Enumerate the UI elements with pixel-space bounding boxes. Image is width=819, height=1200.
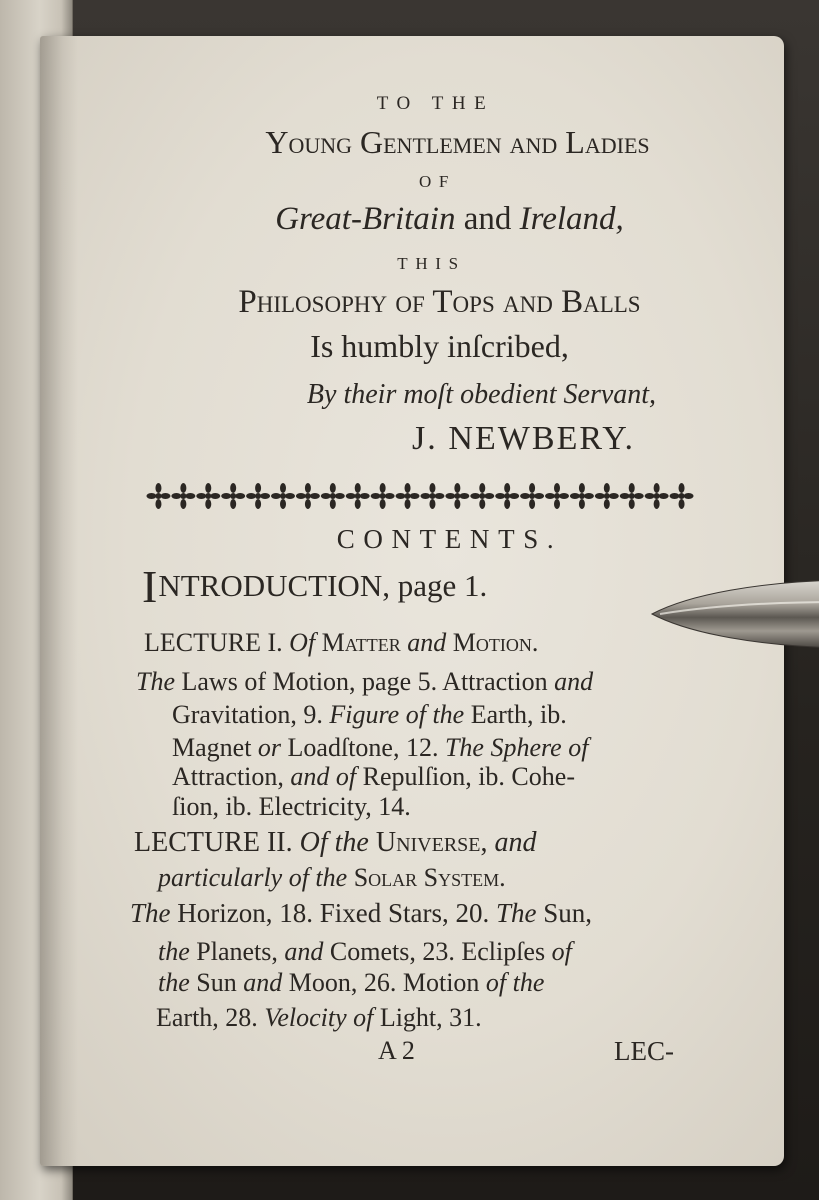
dedication-this: THIS [397, 254, 466, 273]
fleuron-icon [570, 483, 594, 509]
toc-text-span: Sun, [543, 898, 593, 928]
toc-text-span: Gravitation, 9. [172, 700, 330, 729]
toc-text-span: The Sphere of [444, 733, 589, 762]
toc-text-span: Loadſtone, 12. [287, 733, 445, 762]
fleuron-ornament-row [146, 478, 694, 514]
toc-line [172, 792, 411, 822]
toc-text-span: The [136, 667, 182, 696]
dedication-philosophy: Philosophy of Tops and Balls [238, 284, 641, 320]
fleuron-icon [420, 483, 444, 509]
fleuron-icon [645, 483, 669, 509]
introduction-drop-cap: I [142, 561, 158, 612]
toc-line [172, 700, 567, 730]
fleuron-icon [470, 483, 494, 509]
toc-text-span: Planets, [196, 937, 285, 966]
toc-text-span: The [495, 898, 544, 928]
fleuron-icon [146, 483, 170, 509]
fleuron-icon [445, 483, 469, 509]
toc-line [156, 1003, 482, 1033]
dedication-young-gentlemen: Young Gentlemen and Ladies [265, 124, 650, 160]
toc-text-span: Laws of Motion, page 5. Attraction [181, 667, 555, 696]
toc-text-span: Repulſion, ib. Cohe- [362, 762, 575, 791]
fleuron-icon [620, 483, 644, 509]
fleuron-icon [321, 483, 345, 509]
fleuron-icon [371, 483, 395, 509]
introduction-text: NTRODUCTION, page 1. [158, 568, 488, 603]
toc-line [144, 628, 538, 658]
toc-text-span: and [407, 628, 453, 657]
toc-text-span: Sun [196, 968, 244, 997]
toc-text-span: Horizon, 18. Fixed Stars, 20. [177, 898, 496, 928]
toc-line [158, 968, 544, 998]
fleuron-icon [396, 483, 420, 509]
fleuron-icon [296, 483, 320, 509]
toc-line [134, 827, 537, 859]
toc-text-span: and [284, 937, 330, 966]
toc-line [172, 762, 575, 792]
toc-text-span: Attraction, [172, 762, 291, 791]
toc-text-span: and [554, 667, 594, 696]
fleuron-icon [246, 483, 270, 509]
dedication-humbly-inscribed: Is humbly inſcribed, [310, 328, 569, 364]
dedication-of: OF [418, 172, 457, 191]
dedication-signature-newbery: J. NEWBERY. [412, 420, 636, 457]
toc-text-span: and [494, 827, 537, 858]
toc-line [158, 863, 506, 893]
fleuron-icon [346, 483, 370, 509]
toc-text-span: The [130, 898, 178, 928]
toc-text-span: of the [485, 968, 545, 997]
toc-text-span: the [158, 937, 197, 966]
toc-text-span: Solar System. [353, 863, 506, 892]
toc-line [172, 733, 588, 763]
toc-text-span: Velocity of [264, 1003, 380, 1032]
toc-text-span: LECTURE I. [144, 628, 290, 657]
toc-text-span: and [243, 968, 289, 997]
fleuron-icon [495, 483, 519, 509]
toc-text-span: Magnet [172, 733, 258, 762]
toc-text-span: Figure of the [329, 700, 471, 729]
dedication-servant: By their moſt obedient Servant, [306, 379, 657, 410]
toc-text-span: Earth, ib. [470, 700, 567, 729]
toc-text-span: Of the [299, 827, 376, 858]
contents-introduction [142, 560, 487, 613]
dedication-to-the: TO THE [376, 93, 495, 114]
toc-line [136, 667, 593, 697]
toc-text-span: particularly of the [158, 863, 354, 892]
toc-text-span: Motion. [452, 628, 539, 657]
toc-text-span: ſion, ib. Electricity, 14. [172, 792, 411, 821]
toc-text-span: Moon, 26. Motion [288, 968, 486, 997]
metal-pointer-icon [650, 578, 819, 652]
toc-text-span: Universe, [375, 827, 495, 858]
fleuron-icon [271, 483, 295, 509]
toc-text-span: Comets, 23. Eclipſes [329, 937, 552, 966]
signature-mark: A 2 [378, 1036, 415, 1065]
fleuron-icon [520, 483, 544, 509]
toc-text-span: Of [289, 628, 322, 657]
toc-line [130, 898, 592, 929]
fleuron-icon [545, 483, 569, 509]
catchword: LEC- [614, 1036, 674, 1066]
fleuron-icon [221, 483, 245, 509]
and-text: and [463, 201, 512, 237]
great-britain-text: Great-Britain [275, 201, 456, 237]
toc-text-span: LECTURE II. [134, 827, 300, 858]
dedication-great-britain-line [0, 201, 819, 238]
contents-heading: CONTENTS. [336, 524, 563, 554]
toc-text-span: the [158, 968, 197, 997]
toc-line [158, 937, 572, 967]
ireland-text: Ireland, [519, 201, 624, 237]
fleuron-icon [171, 483, 195, 509]
fleuron-icon [595, 483, 619, 509]
toc-text-span: or [257, 733, 288, 762]
toc-text-span: Earth, 28. [156, 1003, 265, 1032]
toc-text-span: Matter [321, 628, 408, 657]
fleuron-icon [670, 483, 694, 509]
fleuron-icon [196, 483, 220, 509]
toc-text-span: and of [290, 762, 363, 791]
toc-text-span: Light, 31. [379, 1003, 482, 1032]
toc-text-span: of [551, 937, 572, 966]
